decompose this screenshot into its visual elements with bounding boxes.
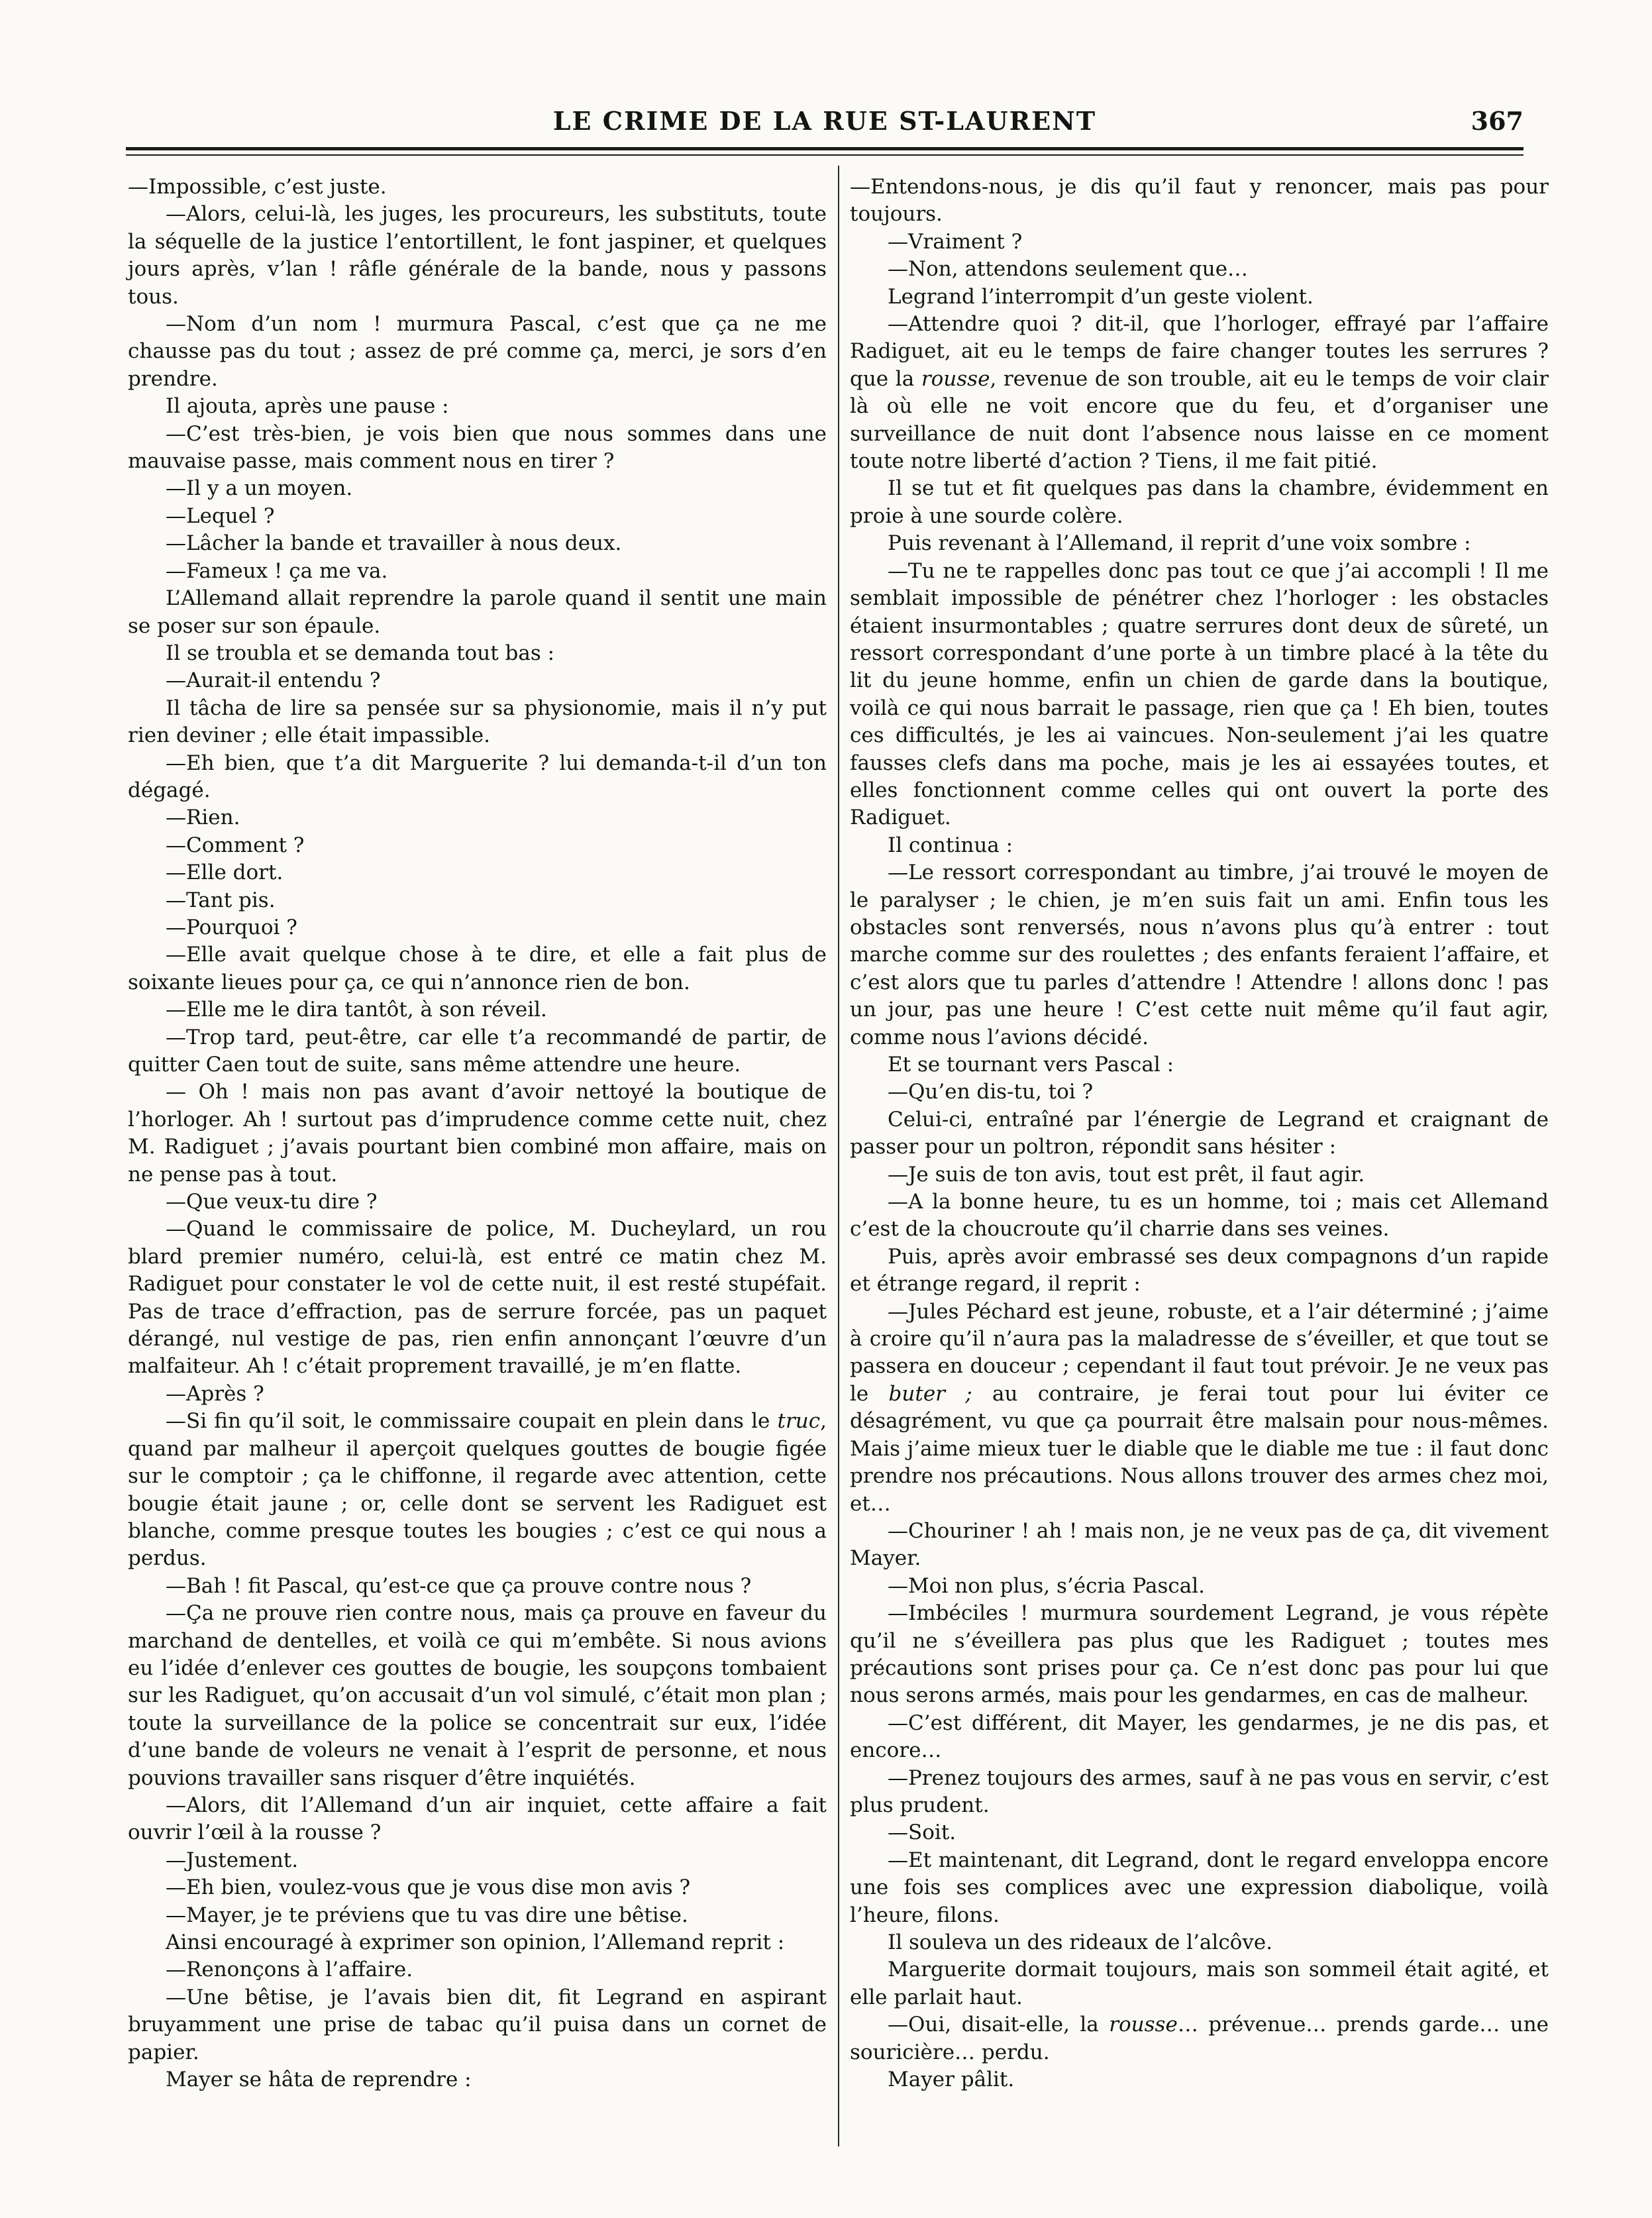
- paragraph: [128, 914, 827, 941]
- paragraph: [128, 1024, 827, 1079]
- paragraph: [128, 859, 827, 886]
- paragraph-text: Il ajouta, après une pause :: [166, 394, 449, 419]
- paragraph-text: Puis revenant à l’Allemand, il reprit d’une voix sombre :: [888, 531, 1471, 556]
- paragraph: [128, 640, 827, 667]
- paragraph-text: —Attendre quoi ? dit-il, que l’horloger, effrayé par l’affaire Radiguet, ait eu le temps de faire changer toutes les serrures ? que la: [850, 312, 1549, 391]
- paragraph-text: —Fameux ! ça me va.: [166, 558, 388, 583]
- paragraph: [850, 2066, 1549, 2093]
- paragraph: [128, 1079, 827, 1188]
- paragraph-text: —Ça ne prouve rien contre nous, mais ça prouve en faveur du marchand de dentelles, et voilà ce qui m’embête. Si nous avions eu l’idée d’enlever ces gouttes de bougie, les soupçons tombaient sur les Radiguet, qu’on accusait d’un vol simulé, c’était mon plan ; toute la surveillance de la police se concentrait sur eux, l’idée d’une bande de voleurs ne venait à l’esprit de personne, et nous pouvions travailler sans risquer d’être inquiétés.: [128, 1601, 827, 1790]
- paragraph-text: —Chouriner ! ah ! mais non, je ne veux pas de ça, dit vivement Mayer.: [850, 1518, 1549, 1571]
- paragraph-text: —Elle me le dira tantôt, à son réveil.: [166, 998, 547, 1022]
- paragraph: [850, 1161, 1549, 1188]
- paragraph-text: au contraire, je ferai tout pour lui éviter ce désagrément, vu que ça pourrait être malsain pour nous-mêmes. Mais j’aime mieux tuer le diable que le diable me tue : il faut donc prendre nos précautions. Nous allons trouver des armes chez moi, et…: [850, 1381, 1549, 1516]
- paragraph-text: —Elle dort.: [166, 861, 284, 885]
- paragraph-text: —Renonçons à l’affaire.: [166, 1958, 413, 1982]
- paragraph-text: —Comment ?: [166, 833, 305, 857]
- paragraph-text: —Eh bien, voulez-vous que je vous dise mon avis ?: [166, 1875, 691, 1900]
- paragraph: [850, 1079, 1549, 1106]
- left-column: [128, 174, 827, 2093]
- paragraph-text: —C’est différent, dit Mayer, les gendarmes, je ne dis pas, et encore…: [850, 1711, 1549, 1763]
- paragraph: [850, 284, 1549, 311]
- paragraph-text: —Trop tard, peut-être, car elle t’a recommandé de partir, de quitter Caen tout de suite, sans même attendre une heure.: [128, 1025, 827, 1077]
- paragraph: [850, 1188, 1549, 1243]
- paragraph: [128, 393, 827, 420]
- paragraph: [850, 1710, 1549, 1765]
- paragraph-text: … prévenue… prends garde… une souricière… perdu.: [850, 2013, 1549, 2064]
- paragraph: [128, 1188, 827, 1216]
- paragraph: [128, 1408, 827, 1572]
- paragraph-text: —Prenez toujours des armes, sauf à ne pas vous en servir, c’est plus prudent.: [850, 1766, 1549, 1817]
- paragraph: [850, 229, 1549, 256]
- paragraph: [128, 1216, 827, 1380]
- paragraph: [850, 1573, 1549, 1600]
- italic-text: rousse: [1109, 2013, 1178, 2037]
- paragraph-text: Il souleva un des rideaux de l’alcôve.: [888, 1930, 1273, 1954]
- paragraph: [850, 1243, 1549, 1298]
- paragraph-text: —Si fin qu’il soit, le commissaire coupait en plein dans le: [166, 1409, 770, 1434]
- paragraph-text: Mayer se hâta de reprendre :: [166, 2068, 472, 2092]
- paragraph-text: Il se tut et fit quelques pas dans la chambre, évidemment en proie à une sourde colère.: [850, 476, 1549, 528]
- paragraph-text: —Après ?: [166, 1381, 264, 1406]
- paragraph: [850, 256, 1549, 283]
- paragraph: [128, 1792, 827, 1847]
- paragraph-text: —Alors, dit l’Allemand d’un air inquiet, cette affaire a fait ouvrir l’œil à la rousse ?: [128, 1793, 827, 1845]
- paragraph: [128, 1600, 827, 1792]
- italic-text: truc: [777, 1409, 821, 1434]
- paragraph: [128, 1874, 827, 1901]
- paragraph: [128, 421, 827, 476]
- paragraph: [850, 311, 1549, 475]
- paragraph-text: —Rien.: [166, 806, 240, 830]
- paragraph-text: —Je suis de ton avis, tout est prêt, il faut agir.: [888, 1162, 1365, 1187]
- paragraph-text: —Il y a un moyen.: [166, 476, 353, 501]
- paragraph: [850, 174, 1549, 229]
- paragraph-text: —Vraiment ?: [888, 229, 1023, 254]
- paragraph-text: —Soit.: [888, 1821, 956, 1845]
- page-header: [126, 106, 1523, 146]
- paragraph-text: —Lequel ?: [166, 503, 275, 528]
- paragraph: [128, 667, 827, 694]
- paragraph: [128, 2066, 827, 2093]
- paragraph: [128, 558, 827, 585]
- paragraph-text: , revenue de son trouble, ait eu le temps de voir clair là où elle ne voit encore que du feu, et d’organiser une surveillance de nuit dont l’absence nous laisse en ce moment toute notre liberté d’action ? Tiens, il me fait pitié.: [850, 366, 1549, 474]
- paragraph: [128, 1956, 827, 1983]
- paragraph: [128, 475, 827, 502]
- paragraph: [128, 1902, 827, 1929]
- paragraph: [128, 174, 827, 201]
- paragraph: [850, 530, 1549, 557]
- paragraph-text: Ainsi encouragé à exprimer son opinion, l’Allemand reprit :: [166, 1930, 785, 1954]
- paragraph-text: —Une bêtise, je l’avais bien dit, fit Legrand en aspirant bruyamment une prise de tabac qu’il puisa dans un cornet de papier.: [128, 1985, 827, 2064]
- paragraph-text: —Et maintenant, dit Legrand, dont le regard enveloppa encore une fois ses complices avec une expression diabolique, voilà l’heure, filons.: [850, 1848, 1549, 1927]
- paragraph: [850, 1106, 1549, 1161]
- paragraph: [850, 558, 1549, 832]
- paragraph-text: —Justement.: [166, 1848, 299, 1872]
- paragraph-text: —Tant pis.: [166, 888, 276, 912]
- paragraph: [850, 1847, 1549, 1929]
- paragraph: [850, 1929, 1549, 1956]
- paragraph-text: —Lâcher la bande et travailler à nous deux.: [166, 531, 622, 556]
- header-rule-thin: [126, 154, 1523, 156]
- paragraph-text: —Qu’en dis-tu, toi ?: [888, 1080, 1094, 1104]
- paragraph: [128, 887, 827, 914]
- paragraph: [850, 859, 1549, 1051]
- paragraph: [128, 941, 827, 996]
- paragraph: [850, 475, 1549, 530]
- paragraph: [850, 1518, 1549, 1573]
- paragraph-text: —A la bonne heure, tu es un homme, toi ; mais cet Allemand c’est de la choucroute qu’il charrie dans ses veines.: [850, 1190, 1549, 1241]
- paragraph-text: —Pourquoi ?: [166, 915, 297, 939]
- paragraph-text: — Oh ! mais non pas avant d’avoir nettoyé la boutique de l’horloger. Ah ! surtout pas d’imprudence comme cette nuit, chez M. Radiguet ; j’avais pourtant bien combiné mon affaire, mais on ne pense pas à tout.: [128, 1080, 827, 1187]
- paragraph: [850, 1765, 1549, 1820]
- paragraph: [128, 1573, 827, 1600]
- paragraph: [128, 585, 827, 640]
- paragraph: [128, 1381, 827, 1408]
- paragraph: [850, 1600, 1549, 1710]
- italic-text: buter ;: [888, 1381, 972, 1406]
- paragraph-text: —Non, attendons seulement que…: [888, 257, 1249, 282]
- paragraph: [128, 750, 827, 805]
- header-rule-thick: [126, 147, 1523, 150]
- paragraph-text: —Mayer, je te préviens que tu vas dire une bêtise.: [166, 1903, 688, 1927]
- paragraph-text: Il se troubla et se demanda tout bas :: [166, 641, 555, 665]
- paragraph-text: Marguerite dormait toujours, mais son sommeil était agité, et elle parlait haut.: [850, 1958, 1549, 2009]
- paragraph-text: Il continua :: [888, 833, 1013, 857]
- paragraph: [128, 311, 827, 393]
- paragraph-text: —Quand le commissaire de police, M. Ducheylard, un rou blard premier numéro, celui-là, est entré ce matin chez M. Radiguet pour constater le vol de cette nuit, il est resté stupéfait. Pas de trace d’effraction, pas de serrure forcée, pas un paquet dérangé, nul vestige de pas, rien enfin annonçant l’œuvre d’un malfaiteur. Ah ! c’était proprement travaillé, je m’en flatte.: [128, 1217, 827, 1379]
- paragraph: [128, 695, 827, 750]
- italic-text: rousse: [921, 366, 990, 391]
- paragraph-text: —Alors, celui-là, les juges, les procureurs, les substituts, toute la séquelle de la justice l’entortillent, le font jaspiner, et quelques jours après, v’lan ! râfle générale de la bande, nous y passons tous.: [128, 202, 827, 309]
- column-divider: [838, 166, 839, 2146]
- paragraph-text: —Le ressort correspondant au timbre, j’ai trouvé le moyen de le paralyser ; le chien, je m’en suis fait un ami. Enfin tous les obstacles sont renversés, nous n’avons plus qu’à entrer : tout marche comme sur des roulettes ; des enfants feraient l’affaire, et c’est alors que tu parles d’attendre ! Attendre ! allons donc ! pas un jour, pas une heure ! C’est cette nuit même qu’il faut agir, comme nous l’avions décidé.: [850, 861, 1549, 1049]
- paragraph: [850, 2011, 1549, 2066]
- paragraph: [850, 1956, 1549, 2011]
- paragraph-text: —Moi non plus, s’écria Pascal.: [888, 1573, 1205, 1598]
- paragraph-text: Legrand l’interrompit d’un geste violent.: [888, 284, 1314, 309]
- paragraph-text: Celui-ci, entraîné par l’énergie de Legrand et craignant de passer pour un poltron, répondit sans hésiter :: [850, 1107, 1549, 1159]
- paragraph: [850, 1819, 1549, 1846]
- paragraph-text: —Impossible, c’est juste.: [128, 175, 387, 199]
- paragraph-text: Et se tournant vers Pascal :: [888, 1053, 1174, 1077]
- paragraph: [128, 1847, 827, 1874]
- paragraph-text: —Bah ! fit Pascal, qu’est-ce que ça prouve contre nous ?: [166, 1573, 752, 1598]
- paragraph-text: —Entendons-nous, je dis qu’il faut y renoncer, mais pas pour toujours.: [850, 175, 1549, 227]
- paragraph-text: Mayer pâlit.: [888, 2068, 1015, 2092]
- paragraph: [850, 832, 1549, 859]
- paragraph: [850, 1298, 1549, 1518]
- paragraph-text: Puis, après avoir embrassé ses deux compagnons d’un rapide et étrange regard, il reprit :: [850, 1244, 1549, 1296]
- paragraph-text: L’Allemand allait reprendre la parole quand il sentit une main se poser sur son épaule.: [128, 586, 827, 638]
- paragraph: [128, 832, 827, 859]
- paragraph: [128, 530, 827, 557]
- paragraph: [128, 1929, 827, 1956]
- paragraph-text: —Imbéciles ! murmura sourdement Legrand, je vous répète qu’il ne s’éveillera pas plus que les Radiguet ; toutes mes précautions sont prises pour ça. Ce n’est donc pas pour lui que nous serons armés, mais pour les gendarmes, en cas de malheur.: [850, 1601, 1549, 1708]
- right-column: [850, 174, 1549, 2093]
- paragraph: [128, 996, 827, 1024]
- paragraph-text: —Jules Péchard est jeune, robuste, et a l’air déterminé ; j’aime à croire qu’il n’aura pas la maladresse de s’éveiller, et que tout se passera en douceur ; cependant il faut tout prévoir. Je ne veux pas le: [850, 1299, 1549, 1406]
- paragraph-text: —Elle avait quelque chose à te dire, et elle a fait plus de soixante lieues pour ça, ce qui n’annonce rien de bon.: [128, 943, 827, 994]
- paragraph: [128, 201, 827, 311]
- paragraph: [128, 1984, 827, 2066]
- paragraph: [128, 503, 827, 530]
- paragraph-text: —Eh bien, que t’a dit Marguerite ? lui demanda-t-il d’un ton dégagé.: [128, 751, 827, 802]
- paragraph-text: —Aurait-il entendu ?: [166, 668, 381, 693]
- paragraph-text: —Oui, disait-elle, la: [888, 2013, 1099, 2037]
- paragraph: [850, 1051, 1549, 1079]
- paragraph-text: —Nom d’un nom ! murmura Pascal, c’est que ça ne me chausse pas du tout ; assez de pré comme ça, merci, je sors d’en prendre.: [128, 312, 827, 391]
- paragraph-text: Il tâcha de lire sa pensée sur sa physionomie, mais il n’y put rien deviner ; elle était impassible.: [128, 696, 827, 748]
- page-number: 367: [1471, 106, 1523, 136]
- paragraph: [128, 804, 827, 831]
- paragraph-text: —C’est très-bien, je vois bien que nous sommes dans une mauvaise passe, mais comment nous en tirer ?: [128, 421, 827, 474]
- paragraph-text: —Tu ne te rappelles donc pas tout ce que j’ai accompli ! Il me semblait impossible de pénétrer chez l’horloger : les obstacles étaient insurmontables ; quatre serrures dont deux de sûreté, un ressort correspondant d’une porte à un timbre placé à la tête du lit du jeune homme, enfin un chien de garde dans la boutique, voilà ce qui nous barrait le passage, rien que ça ! Eh bien, toutes ces difficultés, je les ai vaincues. Non-seulement j’ai les quatre fausses clefs dans ma poche, mais je les ai essayées toutes, et elles fonctionnent comme celles qui ont ouvert la porte des Radiguet.: [850, 558, 1549, 830]
- paragraph-text: , quand par malheur il aperçoit quelques gouttes de bougie figée sur le comptoir ; ça le chiffonne, il regarde avec attention, cette bougie était jaune ; or, celle dont se servent les Radiguet est blanche, comme presque toutes les bougies ; c’est ce qui nous a perdus.: [128, 1409, 827, 1571]
- running-title: LE CRIME DE LA RUE ST-LAURENT: [552, 106, 1097, 136]
- paragraph-text: —Que veux-tu dire ?: [166, 1190, 378, 1214]
